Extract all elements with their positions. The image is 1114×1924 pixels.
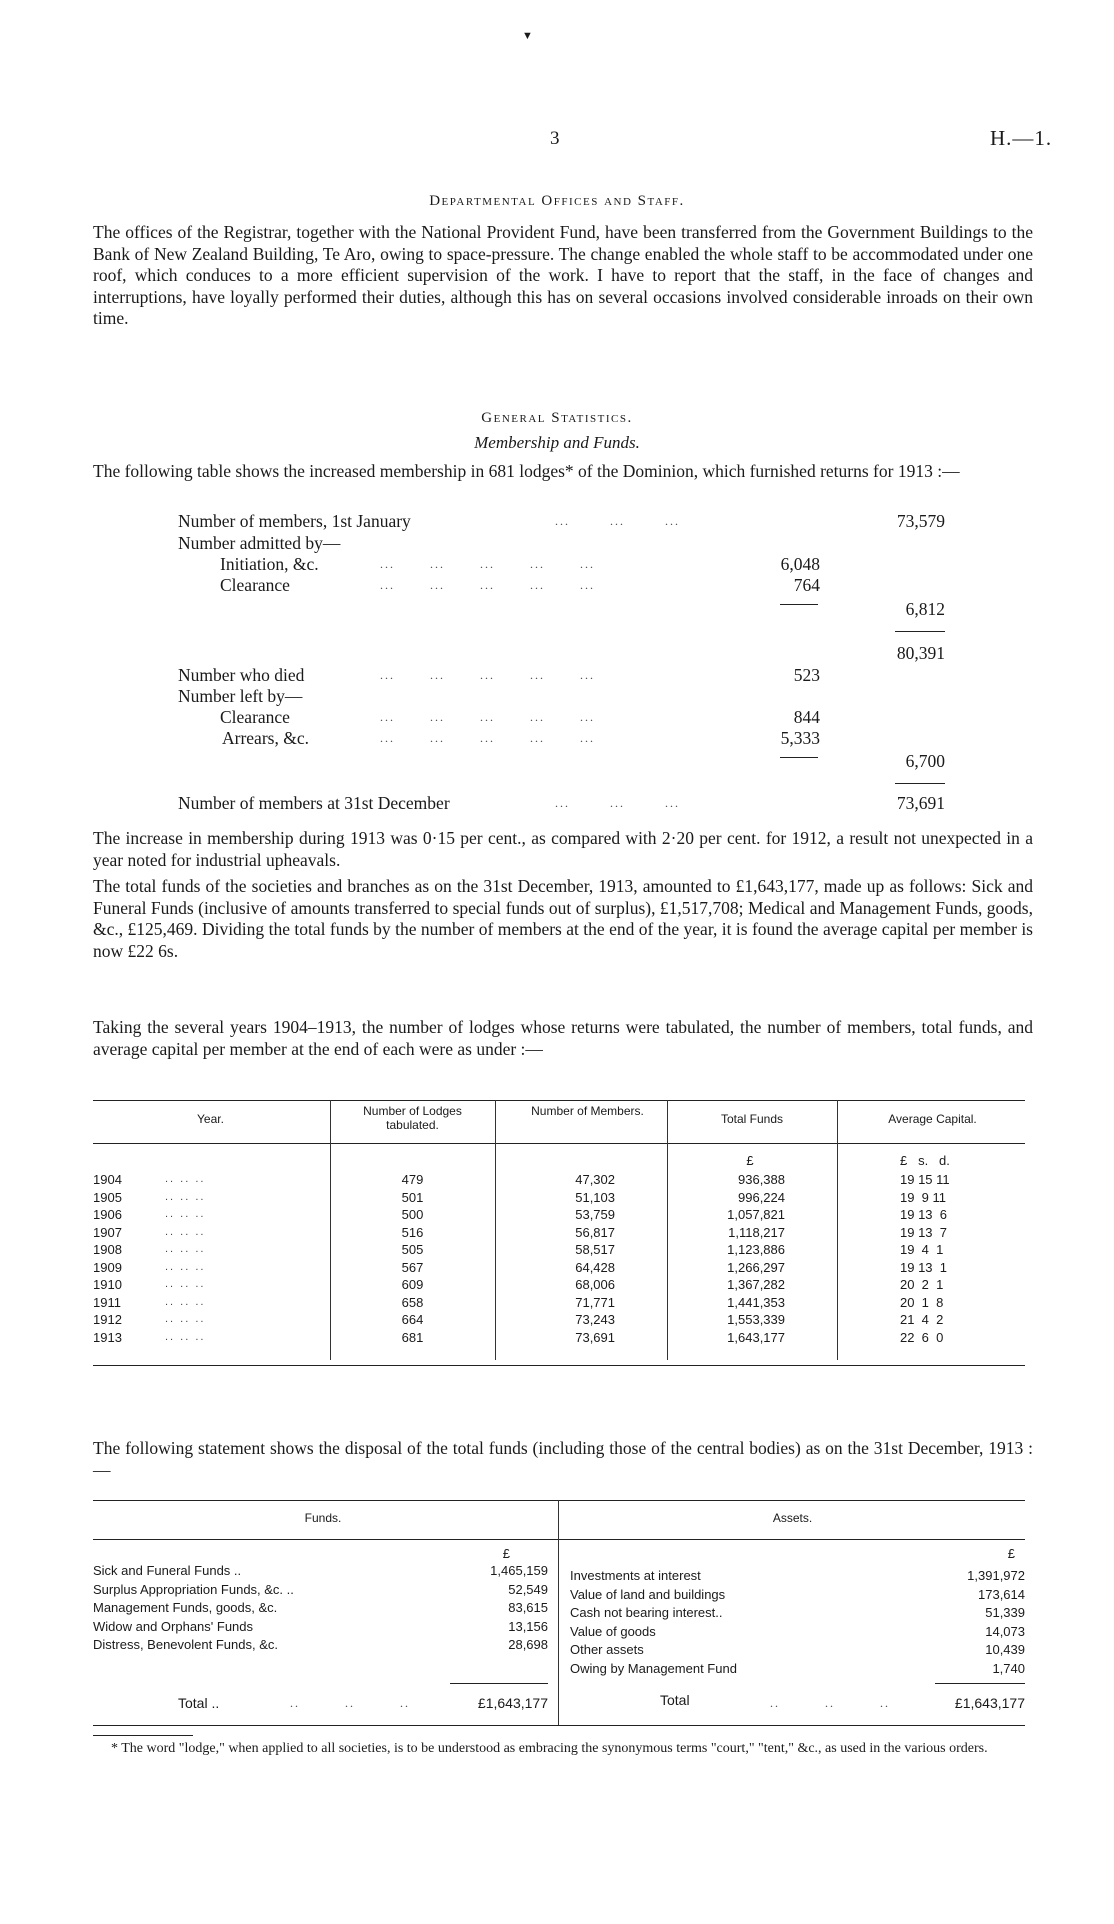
funds-cell: 936,388: [738, 1172, 785, 1187]
funds-label: Widow and Orphans' Funds: [93, 1618, 254, 1634]
lodges-cell: 664: [401, 1312, 424, 1327]
footnote-rule: [93, 1735, 193, 1736]
capital-cell: 19 13 1: [900, 1259, 947, 1275]
members-1st-jan-value: 73,579: [896, 511, 945, 531]
funds-cell: 1,367,282: [727, 1277, 785, 1292]
lodges-cell: 479: [401, 1172, 424, 1187]
assets-label: Other assets: [570, 1642, 644, 1657]
year-cell: 1910: [93, 1277, 122, 1292]
leader-dots: .. .. ..: [165, 1190, 206, 1203]
funds-label: Management Funds, goods, &c.: [93, 1600, 278, 1615]
rule: [780, 757, 818, 758]
total-rule: [935, 1683, 1025, 1684]
leader-dots: ... ... ... ... ...: [380, 731, 595, 745]
leader-dots: .. .. ..: [165, 1208, 206, 1220]
members-1st-jan-label: Number of members, 1st January: [178, 511, 411, 531]
assets-label: Value of goods: [570, 1623, 656, 1639]
footnote: * The word "lodge," when applied to all societies, is to be understood as embracing the synonymous terms "court," "tent," &c., as used in the various orders.: [111, 1741, 988, 1756]
assets-value: 51,339: [985, 1605, 1025, 1620]
leader-dots: .. .. ..: [165, 1295, 206, 1308]
capital-cell: 19 4 1: [900, 1242, 944, 1257]
lodges-cell: 500: [401, 1207, 424, 1222]
table-bottom-rule: [93, 1365, 1025, 1366]
clearance-out-value: 844: [793, 707, 820, 727]
paragraph-years-intro: Taking the several years 1904–1913, the number of lodges whose returns were tabulated, the number of members, total funds, and average capital per member at the end of each were as under :—: [93, 1017, 1033, 1059]
capital-cell: 21 4 2: [900, 1312, 944, 1327]
funds-total-label: Total ..: [178, 1695, 220, 1711]
header-year: Year.: [197, 1112, 224, 1126]
clearance-out-label: Clearance: [220, 707, 290, 727]
capital-cell: 20 1 8: [900, 1294, 944, 1310]
capital-cell: 19 13 6: [900, 1207, 947, 1222]
rule: [895, 783, 945, 784]
arrears-label: Arrears, &c.: [222, 728, 309, 748]
leader-dots: .. .. ..: [165, 1243, 206, 1255]
paragraph-offices: The offices of the Registrar, together with the National Provident Fund, have been transferred from the Government Buildings to the Bank of New Zealand Building, Te Aro, owing to space-pressure. The change enabled the whole staff to be accommodated under one roof, which conduces to a more efficient supervision of the work. I have to report that the staff, in the face of changes and interruptions, have loyally performed their duties, although this has on several occasions involved considerable inroads on their own time.: [93, 222, 1033, 328]
column-divider: [558, 1500, 559, 1725]
members-cell: 51,103: [575, 1189, 615, 1205]
members-cell: 64,428: [575, 1259, 615, 1275]
assets-header: Assets.: [772, 1511, 813, 1525]
assets-total-value: £1,643,177: [954, 1695, 1025, 1711]
funds-cell: 1,553,339: [727, 1312, 785, 1327]
year-cell: 1906: [93, 1207, 122, 1222]
leader-dots: .. .. ..: [165, 1330, 206, 1343]
table-bottom-rule: [93, 1725, 1025, 1726]
header-funds: Total Funds: [720, 1112, 784, 1126]
header-capital: Average Capital.: [888, 1112, 977, 1126]
capital-cell: 22 6 0: [900, 1329, 944, 1345]
members-cell: 53,759: [575, 1207, 615, 1222]
year-cell: 1907: [93, 1224, 122, 1240]
funds-value: 1,465,159: [490, 1563, 548, 1578]
leader-dots: ... ... ... ... ...: [380, 578, 595, 592]
paragraph-disposal-intro: The following statement shows the disposal of the total funds (including those of the central bodies) as on the 31st December, 1913 :—: [93, 1438, 1033, 1480]
assets-value: 1,391,972: [967, 1568, 1025, 1583]
header-bottom-rule: [93, 1143, 1025, 1144]
year-cell: 1908: [93, 1242, 122, 1257]
page-number: 3: [550, 128, 560, 149]
leader-dots: ... ... ... ... ...: [380, 557, 595, 571]
arrears-value: 5,333: [780, 728, 820, 748]
capital-unit: £ s. d.: [900, 1153, 950, 1168]
year-cell: 1904: [93, 1172, 122, 1187]
report-code: H.—1.: [990, 126, 1053, 150]
funds-total-value: £1,643,177: [477, 1695, 548, 1711]
funds-value: 28,698: [508, 1637, 548, 1652]
funds-cell: 1,118,217: [728, 1224, 785, 1240]
year-cell: 1913: [93, 1329, 122, 1345]
funds-value: 52,549: [508, 1581, 548, 1597]
members-31st-dec-value: 73,691: [896, 793, 945, 813]
assets-currency: £: [1007, 1546, 1015, 1561]
assets-total-label: Total: [660, 1692, 690, 1708]
clearance-in-label: Clearance: [220, 575, 290, 595]
members-cell: 58,517: [575, 1242, 615, 1257]
year-cell: 1912: [93, 1312, 122, 1327]
leader-dots: .. .. ..: [165, 1173, 206, 1185]
members-cell: 68,006: [575, 1277, 615, 1292]
table-top-rule: [93, 1500, 1025, 1501]
admitted-total: 6,812: [905, 599, 945, 619]
header-members: Number of Members.: [531, 1104, 644, 1118]
assets-value: 10,439: [985, 1642, 1025, 1657]
members-cell: 56,817: [575, 1224, 615, 1240]
subtotal: 80,391: [896, 643, 945, 663]
top-mark: ▼: [522, 30, 533, 42]
left-by-label: Number left by—: [178, 686, 303, 706]
capital-cell: 19 15 11: [900, 1172, 950, 1187]
paragraph-increase: The increase in membership during 1913 was 0·15 per cent., as compared with 2·20 per cent. for 1912, a result not unexpected in a year noted for industrial upheavals.: [93, 828, 1033, 870]
initiation-label: Initiation, &c.: [220, 554, 319, 574]
lodges-cell: 681: [401, 1329, 424, 1345]
lodges-cell: 505: [401, 1242, 424, 1257]
assets-label: Value of land and buildings: [570, 1586, 726, 1602]
members-cell: 73,691: [575, 1329, 615, 1345]
capital-cell: 19 13 7: [900, 1224, 947, 1240]
year-cell: 1905: [93, 1189, 122, 1205]
members-cell: 47,302: [575, 1172, 615, 1187]
paragraph-funds: The total funds of the societies and branches as on the 31st December, 1913, amounted to £1,643,177, made up as follows: Sick and Funeral Funds (inclusive of amounts transferred to special funds out of surplus), £1,517,708; Medical and Management Funds, goods, &c., £125,469. Dividing the total funds by the number of members at the end of the year, it is found the average capital per member is now £22 6s.: [93, 876, 1033, 961]
funds-cell: 1,643,177: [727, 1329, 785, 1345]
admitted-by-label: Number admitted by—: [178, 533, 341, 553]
paragraph-membership-intro: The following table shows the increased membership in 681 lodges* of the Dominion, which furnished returns for 1913 :—: [93, 461, 960, 481]
leader-dots: .. .. ..: [165, 1225, 206, 1238]
leader-dots: ... ... ... ... ...: [380, 710, 595, 724]
died-label: Number who died: [178, 665, 305, 685]
lodges-cell: 658: [401, 1294, 424, 1310]
table-top-rule: [93, 1100, 1025, 1101]
members-31st-dec-label: Number of members at 31st December: [178, 793, 450, 813]
subheading-membership: Membership and Funds.: [474, 433, 640, 452]
funds-unit: £: [746, 1153, 754, 1168]
assets-value: 1,740: [992, 1660, 1025, 1676]
section-heading-offices: Departmental Offices and Staff.: [429, 193, 685, 209]
left-total: 6,700: [905, 751, 945, 771]
assets-value: 173,614: [978, 1586, 1025, 1602]
funds-currency: £: [502, 1546, 510, 1561]
lodges-cell: 501: [401, 1189, 424, 1205]
capital-cell: 19 9 11: [900, 1189, 947, 1205]
header-bottom-rule: [93, 1539, 1025, 1540]
year-cell: 1911: [93, 1294, 121, 1310]
funds-label: Sick and Funeral Funds ..: [93, 1563, 242, 1578]
capital-cell: 20 2 1: [900, 1277, 944, 1292]
rule: [895, 631, 945, 632]
leader-dots: .. .. ..: [165, 1260, 206, 1273]
funds-cell: 1,441,353: [727, 1294, 785, 1310]
initiation-value: 6,048: [780, 554, 820, 574]
leader-dots: ... ... ...: [555, 796, 680, 810]
funds-header: Funds.: [304, 1511, 342, 1525]
clearance-in-value: 764: [793, 575, 820, 595]
funds-label: Surplus Appropriation Funds, &c. ..: [93, 1581, 294, 1597]
column-divider: [330, 1100, 331, 1360]
year-cell: 1909: [93, 1259, 122, 1275]
funds-label: Distress, Benevolent Funds, &c.: [93, 1637, 278, 1652]
members-cell: 71,771: [575, 1294, 615, 1310]
column-divider: [667, 1100, 668, 1360]
funds-value: 13,156: [508, 1618, 548, 1634]
leader-dots: .. .. ..: [165, 1278, 206, 1290]
funds-cell: 1,057,821: [727, 1207, 785, 1222]
funds-value: 83,615: [508, 1600, 548, 1615]
lodges-cell: 516: [401, 1224, 424, 1240]
column-divider: [837, 1100, 838, 1360]
lodges-cell: 567: [401, 1259, 424, 1275]
leader-dots: ... ... ...: [555, 514, 680, 528]
header-lodges: Number of Lodges tabulated.: [363, 1104, 462, 1132]
assets-label: Cash not bearing interest..: [570, 1605, 723, 1620]
funds-cell: 1,266,297: [727, 1259, 785, 1275]
lodges-cell: 609: [401, 1277, 424, 1292]
total-rule: [450, 1683, 548, 1684]
leader-dots: ... ... ... ... ...: [380, 668, 595, 682]
column-divider: [495, 1100, 496, 1360]
members-cell: 73,243: [575, 1312, 615, 1327]
died-value: 523: [793, 665, 820, 685]
assets-label: Investments at interest: [570, 1568, 701, 1583]
funds-cell: 1,123,886: [727, 1242, 785, 1257]
leader-dots: .. .. ..: [770, 1696, 890, 1710]
leader-dots: .. .. ..: [290, 1696, 410, 1710]
leader-dots: .. .. ..: [165, 1313, 206, 1325]
assets-value: 14,073: [985, 1623, 1025, 1639]
section-heading-statistics: General Statistics.: [481, 410, 633, 426]
rule: [780, 604, 818, 605]
funds-cell: 996,224: [738, 1189, 785, 1205]
assets-label: Owing by Management Fund: [570, 1660, 737, 1676]
